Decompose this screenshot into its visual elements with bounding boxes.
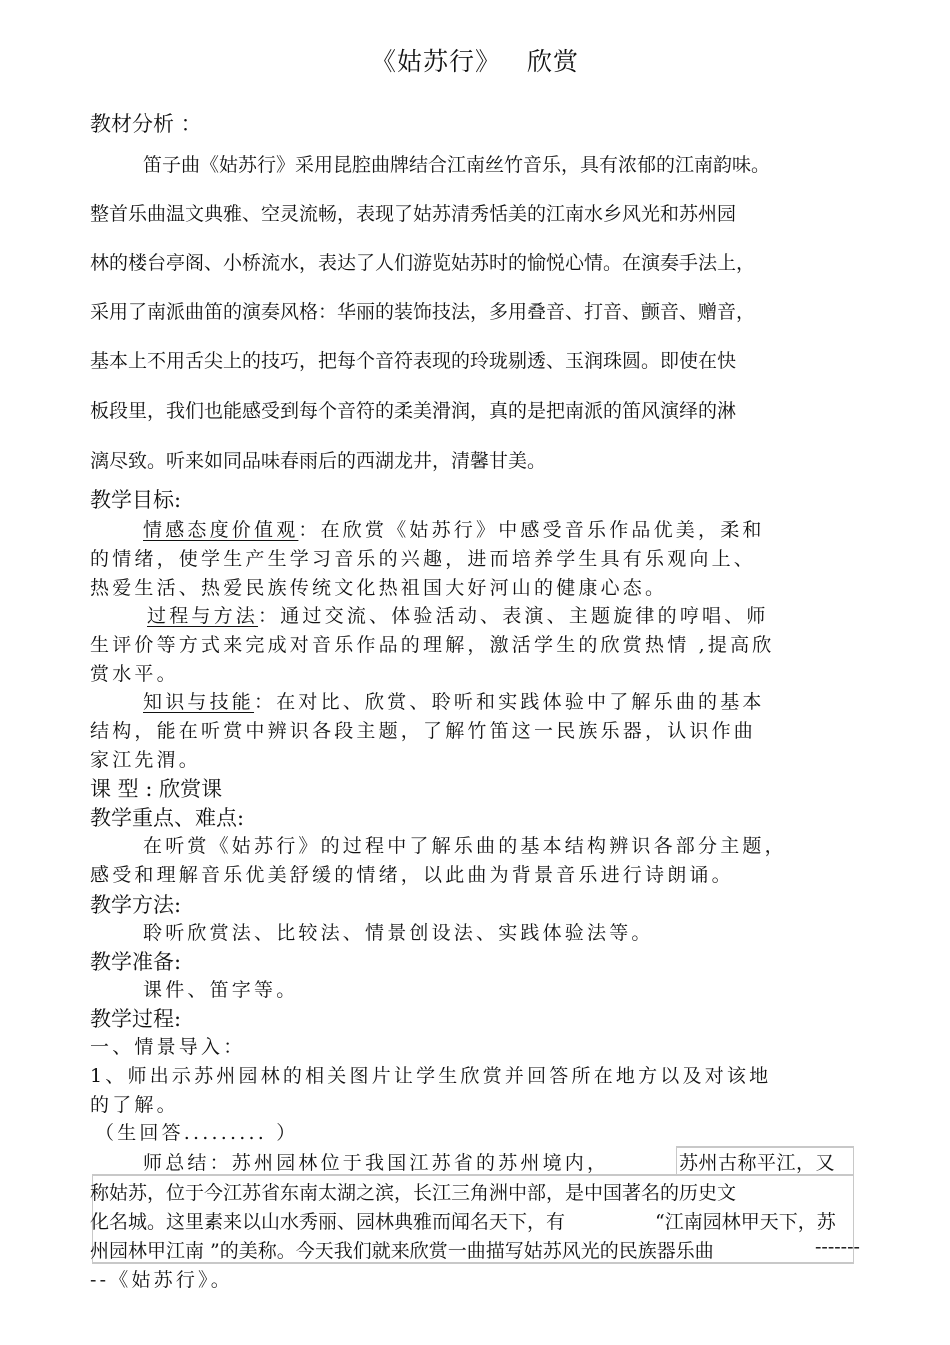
focus-line-2: 感受和理解音乐优美舒缓的情绪，以此曲为背景音乐进行诗朗诵。 [90, 864, 734, 886]
analysis-line-7: 漓尽致。听来如同品味春雨后的西湖龙井，清馨甘美。 [90, 450, 547, 472]
process-step-1: 一、情景导入： [90, 1036, 246, 1058]
summary-line-1a: 师总结：苏州园林位于我国江苏省的苏州境内， [143, 1152, 610, 1174]
goal-knowledge-line-1 [143, 687, 765, 714]
goals-heading: 教学目标: [90, 488, 182, 512]
summary-line-3a: 化名城。这里素来以山水秀丽、园林典雅而闻名天下，有 [90, 1211, 566, 1233]
prep-line-1: 课件、笛字等。 [143, 979, 299, 1001]
goal-knowledge-text-1: ：在对比、欣赏、聆听和实践体验中了解乐曲的基本 [254, 691, 765, 713]
title-piece-name: 《姑苏行》 [370, 47, 501, 76]
goal-knowledge-line-3: 家江先渭。 [90, 749, 202, 771]
analysis-line-6: 板段里，我们也能感受到每个音符的柔美滑润，真的是把南派的笛风演绎的淋 [90, 400, 737, 422]
methods-line-1: 聆听欣赏法、比较法、情景创设法、实践体验法等。 [143, 922, 654, 944]
methods-heading: 教学方法: [90, 893, 182, 917]
summary-line-1b: 苏州古称平江，又 [679, 1152, 836, 1174]
analysis-line-2: 整首乐曲温文典雅、空灵流畅，表现了姑苏清秀恬美的江南水乡风光和苏州园 [90, 203, 737, 225]
goal-emotion-line-2: 的情绪，使学生产生学习音乐的兴趣，进而培养学生具有乐观向上、 [90, 548, 757, 570]
summary-line-4a: 州园林甲江南 ”的美称。今天我们就来欣赏一曲描写姑苏风光的民族器乐曲 [90, 1240, 714, 1262]
focus-heading: 教学重点、难点: [90, 806, 245, 830]
goal-process-text-1: ：通过交流、体验活动、表演、主题旋律的哼唱、师 [258, 605, 769, 627]
prep-heading: 教学准备: [90, 950, 182, 974]
analysis-line-1: 笛子曲《姑苏行》采用昆腔曲牌结合江南丝竹音乐，具有浓郁的江南韵味。 [143, 154, 771, 176]
goal-emotion-label: 情感态度价值观 [143, 519, 299, 541]
summary-line-5: --《姑苏行》。 [90, 1269, 233, 1291]
process-item1-line-2: 的了解。 [90, 1094, 179, 1116]
course-type: 课 型 : 欣赏课 [90, 777, 223, 801]
title-suffix: 欣赏 [527, 47, 580, 76]
goal-process-line-3: 赏水平。 [90, 663, 179, 685]
process-answer: （生回答......... ） [95, 1122, 299, 1144]
summary-line-2: 称姑苏，位于今江苏省东南太湖之滨，长江三角洲中部，是中国著名的历史文 [90, 1182, 737, 1204]
process-item1-line-1: 1、师出示苏州园林的相关图片让学生欣赏并回答所在地方以及对该地 [90, 1065, 772, 1087]
focus-line-1: 在听赏《姑苏行》的过程中了解乐曲的基本结构辨识各部分主题， [143, 835, 787, 857]
goal-emotion-line-3: 热爱生活、热爱民族传统文化热祖国大好河山的健康心态。 [90, 577, 668, 599]
goal-process-line-2: 生评价等方式来完成对音乐作品的理解，激活学生的欣赏热情 ,提高欣 [90, 634, 775, 656]
goal-emotion-text-1: ：在欣赏《姑苏行》中感受音乐作品优美，柔和 [298, 519, 765, 541]
goal-process-line-1 [147, 601, 769, 628]
box-line [676, 1146, 677, 1174]
box-line [853, 1146, 854, 1174]
document-title [0, 42, 950, 78]
process-heading: 教学过程: [90, 1007, 182, 1031]
goal-knowledge-label: 知识与技能 [143, 691, 255, 713]
summary-line-3b: “江南园林甲天下，苏 [655, 1211, 836, 1233]
summary-line-4b: ------- [815, 1236, 860, 1258]
analysis-line-5: 基本上不用舌尖上的技巧，把每个音符表现的玲珑剔透、玉润珠圆。即使在快 [90, 350, 737, 372]
goal-process-label: 过程与方法 [147, 605, 259, 627]
analysis-line-3: 林的楼台亭阁、小桥流水，表达了人们游览姑苏时的愉悦心情。在演奏手法上， [90, 252, 756, 274]
goal-emotion-line-1 [143, 515, 765, 542]
analysis-line-4: 采用了南派曲笛的演奏风格：华丽的装饰技法，多用叠音、打音、颤音、赠音， [90, 301, 756, 323]
analysis-heading: 教材分析 ： [90, 112, 202, 136]
goal-knowledge-line-2: 结构，能在听赏中辨识各段主题，了解竹笛这一民族乐器，认识作曲 [90, 720, 757, 742]
